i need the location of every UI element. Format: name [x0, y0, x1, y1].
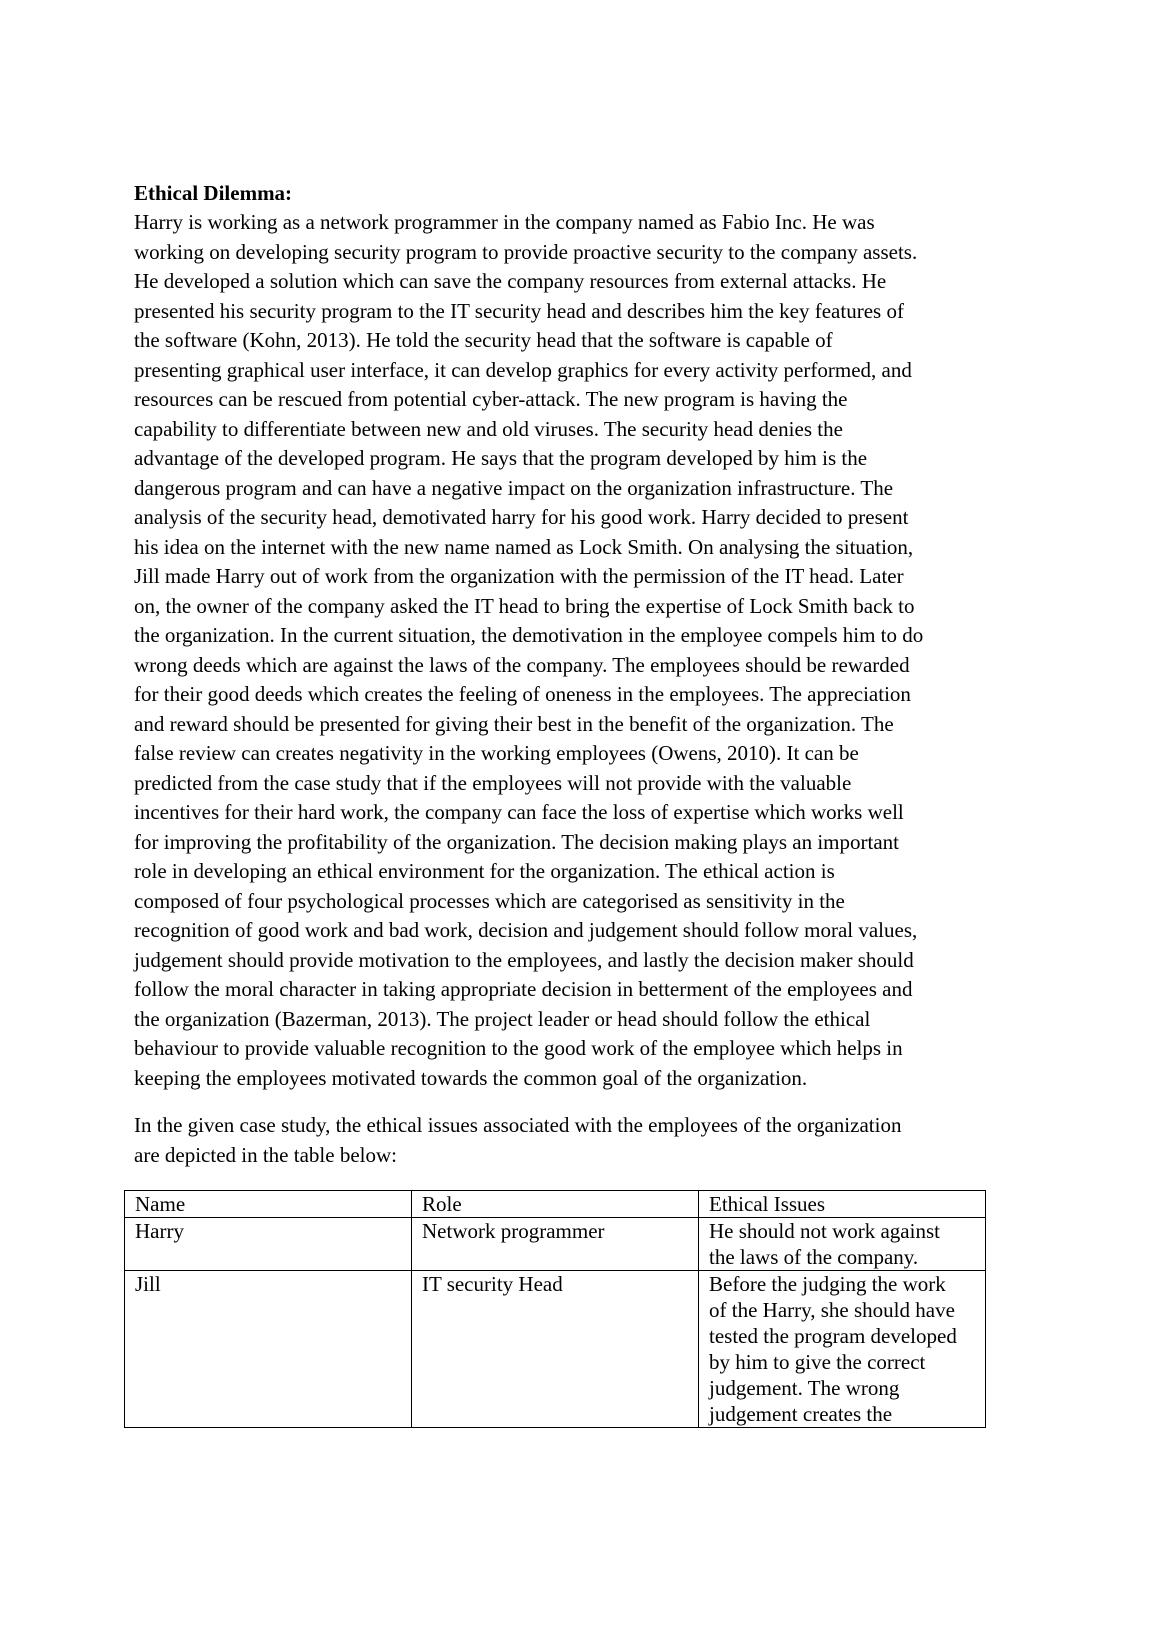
text-line: by him to give the correct — [709, 1350, 926, 1374]
text-line: his idea on the internet with the new name named as Lock Smith. On analysing the situation, — [134, 534, 914, 559]
cell-role: Network programmer — [412, 1218, 699, 1271]
text-line: the laws of the company. — [709, 1245, 919, 1269]
text-line: false review can creates negativity in the working employees (Owens, 2010). It can be — [134, 741, 859, 765]
text-line: on, the owner of the company asked the IT head to bring the expertise of Lock Smith back to — [134, 593, 915, 618]
text-line: He developed a solution which can save the company resources from external attacks. He — [134, 269, 887, 293]
text-line: presented his security program to the IT security head and describes him the key features of — [134, 298, 904, 323]
ethical-issues-table — [124, 1190, 986, 1428]
text-line: of the Harry, she should have — [709, 1298, 955, 1322]
text-line: predicted from the case study that if the employees will not provide with the valuable — [134, 770, 852, 795]
body-paragraph — [134, 208, 923, 1093]
cell-issues — [699, 1218, 986, 1271]
text-line: incentives for their hard work, the company can face the loss of expertise which works well — [134, 800, 904, 824]
cell-role: IT security Head — [412, 1271, 699, 1428]
text-line: composed of four psychological processes which are categorised as sensitivity in the — [134, 888, 845, 913]
text-line: capability to differentiate between new and old viruses. The security head denies the — [134, 416, 843, 441]
text-line: Before the judging the work — [709, 1272, 946, 1296]
text-line: tested the program developed — [709, 1324, 957, 1348]
text-line: are depicted in the table below: — [134, 1142, 397, 1167]
text-line: dangerous program and can have a negative impact on the organization infrastructure. The — [134, 475, 894, 500]
table-row — [125, 1218, 986, 1271]
text-line: for improving the profitability of the organization. The decision making plays an important — [134, 829, 899, 854]
text-line: for their good deeds which creates the feeling of oneness in the employees. The appreciation — [134, 682, 911, 706]
text-line: presenting graphical user interface, it can develop graphics for every activity performed, and — [134, 357, 912, 382]
text-line: Jill made Harry out of work from the organization with the permission of the IT head. Later — [134, 564, 904, 588]
text-line: keeping the employees motivated towards the common goal of the organization. — [134, 1065, 808, 1090]
text-line: advantage of the developed program. He says that the program developed by him is the — [134, 446, 868, 470]
text-line: judgement creates the — [709, 1402, 893, 1426]
text-line: the organization. In the current situation, the demotivation in the employee compels him to do — [134, 623, 924, 647]
text-line: follow the moral character in taking appropriate decision in betterment of the employees and — [134, 977, 913, 1001]
text-line: role in developing an ethical environment for the organization. The ethical action is — [134, 859, 835, 883]
text-line: judgement. The wrong — [709, 1376, 900, 1400]
text-line: resources can be rescued from potential cyber-attack. The new program is having the — [134, 387, 848, 411]
text-line: Harry is working as a network programmer in the company named as Fabio Inc. He was — [134, 210, 875, 234]
intro-paragraph — [134, 1111, 901, 1170]
text-line: judgement should provide motivation to the employees, and lastly the decision maker should — [134, 947, 914, 972]
cell-issues — [699, 1271, 986, 1428]
text-line: analysis of the security head, demotivated harry for his good work. Harry decided to present — [134, 505, 909, 529]
text-line: He should not work against — [709, 1219, 940, 1243]
section-heading: Ethical Dilemma: — [134, 181, 293, 205]
text-line: recognition of good work and bad work, decision and judgement should follow moral values, — [134, 918, 918, 942]
table-row — [125, 1271, 986, 1428]
text-line: wrong deeds which are against the laws of the company. The employees should be rewarded — [134, 652, 910, 677]
header-name: Name — [125, 1191, 412, 1218]
text-line: the organization (Bazerman, 2013). The project leader or head should follow the ethical — [134, 1006, 871, 1031]
text-line: working on developing security program to provide proactive security to the company assets. — [134, 239, 918, 264]
text-line: In the given case study, the ethical issues associated with the employees of the organization — [134, 1113, 902, 1137]
table-header-row — [125, 1191, 986, 1218]
text-line: behaviour to provide valuable recognition to the good work of the employee which helps in — [134, 1036, 903, 1060]
cell-name: Harry — [125, 1218, 412, 1271]
cell-name: Jill — [125, 1271, 412, 1428]
header-ethical-issues: Ethical Issues — [699, 1191, 986, 1218]
text-line: the software (Kohn, 2013). He told the security head that the software is capable of — [134, 328, 833, 352]
header-role: Role — [412, 1191, 699, 1218]
text-line: and reward should be presented for giving their best in the benefit of the organization. The — [134, 711, 894, 736]
